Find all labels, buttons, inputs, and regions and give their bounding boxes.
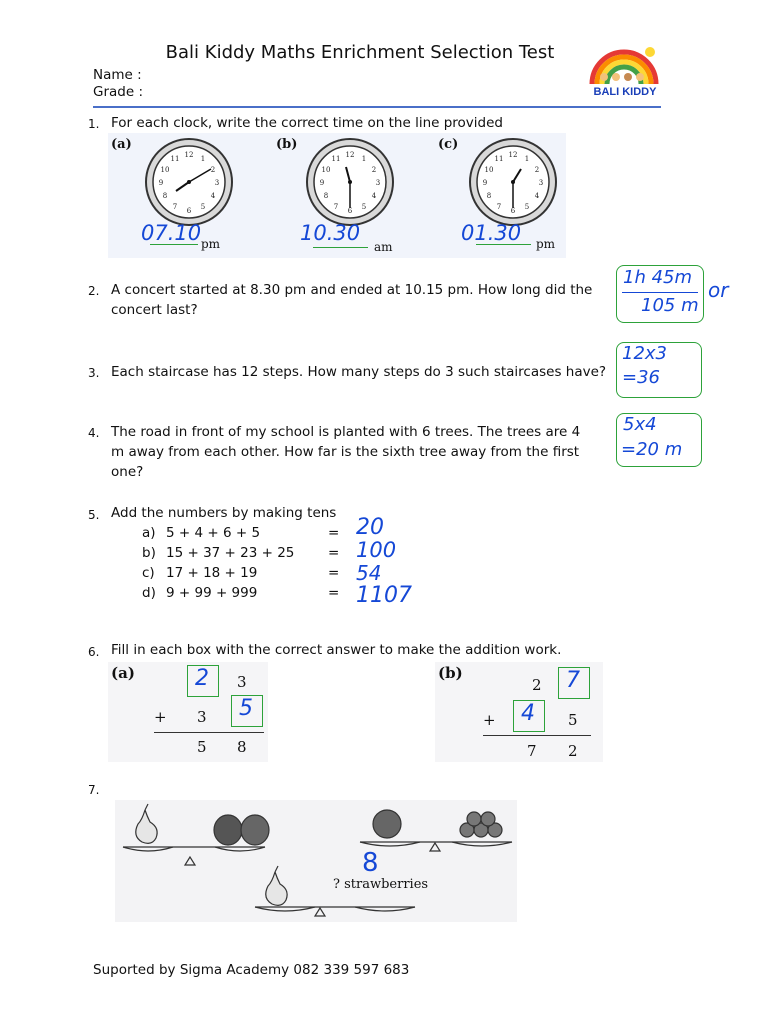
svg-text:8: 8 (323, 192, 329, 200)
svg-text:10: 10 (160, 166, 170, 174)
addition-b-plus: + (483, 711, 496, 729)
addition-a-mid-digit: 3 (197, 708, 207, 726)
svg-text:6: 6 (186, 207, 192, 215)
q5-text: Add the numbers by making tens (111, 505, 337, 521)
svg-text:5: 5 (361, 203, 367, 211)
clock-a-label: (a) (111, 137, 132, 152)
svg-text:4: 4 (534, 192, 540, 200)
svg-text:11: 11 (331, 155, 341, 163)
svg-text:1: 1 (524, 155, 530, 163)
q5b-label: b) (142, 545, 156, 561)
q4-answer-line2: =20 m (621, 439, 683, 460)
svg-text:10: 10 (484, 166, 494, 174)
clock-c-label: (c) (438, 137, 459, 152)
svg-text:1: 1 (200, 155, 206, 163)
q5c-equals: = (328, 565, 340, 581)
q5d-answer: 1107 (356, 583, 412, 608)
q2-answer-line2: 105 m (641, 295, 699, 316)
q5d-equals: = (328, 585, 340, 601)
q2-number: 2. (88, 284, 100, 298)
addition-a-label: (a) (111, 664, 135, 682)
q5d-label: d) (142, 585, 156, 601)
svg-text:8: 8 (162, 192, 168, 200)
addition-b-top-box (558, 667, 590, 699)
svg-text:2: 2 (210, 166, 216, 174)
addition-a-top-box-answer: 2 (195, 666, 209, 691)
svg-text:12: 12 (508, 151, 518, 159)
clock-c-line (476, 244, 531, 245)
q2-line1: A concert started at 8.30 pm and ended at 10.15 pm. How long did the (111, 282, 593, 298)
q4-answer-box (616, 413, 702, 467)
q6-number: 6. (88, 645, 100, 659)
addition-a-result-ones: 8 (237, 738, 247, 756)
svg-text:10: 10 (321, 166, 331, 174)
q5a-equals: = (328, 525, 340, 541)
svg-text:9: 9 (319, 179, 325, 187)
q5d-expression: 9 + 99 + 999 (166, 585, 258, 601)
q7-number: 7. (88, 783, 100, 797)
svg-text:1: 1 (361, 155, 367, 163)
addition-b-top-digit: 2 (532, 676, 542, 694)
svg-text:3: 3 (538, 179, 544, 187)
q5-number: 5. (88, 508, 100, 522)
balance-2 (360, 810, 512, 851)
q1-text: For each clock, write the correct time on the line provided (111, 115, 503, 131)
clock-panel (108, 133, 566, 258)
addition-b-mid-digit: 5 (568, 711, 578, 729)
addition-b-result-tens: 7 (527, 742, 537, 760)
svg-text:6: 6 (510, 207, 516, 215)
q5b-equals: = (328, 545, 340, 561)
addition-b-result-ones: 2 (568, 742, 578, 760)
q2-answer-box (616, 265, 704, 323)
q3-answer-line1: 12x3 (622, 343, 668, 364)
addition-a-result-tens: 5 (197, 738, 207, 756)
q4-line1: The road in front of my school is planted with 6 trees. The trees are 4 (111, 424, 581, 440)
balance-1 (123, 804, 269, 865)
bali-kiddy-logo (584, 44, 664, 104)
q5b-expression: 15 + 37 + 23 + 25 (166, 545, 295, 561)
addition-b-sum-line (483, 735, 591, 736)
addition-b-panel (435, 662, 603, 762)
svg-text:8: 8 (486, 192, 492, 200)
svg-text:4: 4 (371, 192, 377, 200)
q7-answer: 8 (362, 848, 379, 878)
q5a-label: a) (142, 525, 156, 541)
svg-text:5: 5 (200, 203, 206, 211)
strawberries-question-label: ? strawberries (333, 877, 429, 892)
clock-a-suffix: pm (201, 237, 221, 251)
addition-a-top-box (187, 665, 219, 697)
q2-answer-divider (622, 292, 698, 293)
addition-b-top-box-answer: 7 (566, 668, 580, 693)
q5a-expression: 5 + 4 + 6 + 5 (166, 525, 261, 541)
q4-number: 4. (88, 426, 100, 440)
addition-a-plus: + (154, 708, 167, 726)
svg-text:2: 2 (371, 166, 377, 174)
q5c-label: c) (142, 565, 155, 581)
svg-text:11: 11 (494, 155, 504, 163)
svg-text:9: 9 (158, 179, 164, 187)
svg-text:7: 7 (496, 203, 502, 211)
svg-text:3: 3 (375, 179, 381, 187)
svg-text:3: 3 (214, 179, 220, 187)
clock-b-answer: 10.30 (300, 221, 361, 245)
svg-text:12: 12 (184, 151, 194, 159)
svg-text:4: 4 (210, 192, 216, 200)
q6-text: Fill in each box with the correct answer to make the addition work. (111, 642, 562, 658)
addition-b-label: (b) (438, 664, 463, 682)
q3-answer-box (616, 342, 702, 398)
q4-line3: one? (111, 464, 144, 480)
svg-text:12: 12 (345, 151, 355, 159)
clock-b-label: (b) (276, 137, 298, 152)
svg-text:7: 7 (172, 203, 178, 211)
clock-b-suffix: am (374, 240, 393, 254)
header-divider (93, 106, 661, 108)
q5c-expression: 17 + 18 + 19 (166, 565, 258, 581)
balance-panel (115, 800, 517, 922)
addition-a-top-digit: 3 (237, 673, 247, 691)
svg-text:6: 6 (347, 207, 353, 215)
addition-a-mid-box (231, 695, 263, 727)
q5a-answer: 20 (356, 515, 384, 540)
grade-label: Grade : (93, 84, 143, 100)
q3-text: Each staircase has 12 steps. How many steps do 3 such staircases have? (111, 364, 607, 380)
q4-answer-line1: 5x4 (623, 414, 657, 435)
q3-number: 3. (88, 366, 100, 380)
svg-text:11: 11 (170, 155, 180, 163)
q3-answer-line2: =36 (622, 367, 660, 388)
addition-a-panel (108, 662, 268, 762)
q2-or-note: or (708, 278, 729, 302)
clock-a-line (150, 244, 198, 245)
addition-b-mid-box (513, 700, 545, 732)
clock-c-answer: 01.30 (461, 221, 522, 245)
q5c-answer: 54 (356, 561, 382, 585)
q2-answer-line1: 1h 45m (623, 267, 693, 288)
q5b-answer: 100 (356, 538, 397, 562)
clock-a-answer: 07.10 (141, 221, 202, 245)
svg-text:5: 5 (524, 203, 530, 211)
q2-line2: concert last? (111, 302, 198, 318)
page-title: Bali Kiddy Maths Enrichment Selection Test (165, 42, 555, 63)
clock-b-line (313, 247, 368, 248)
clock-c-suffix: pm (536, 237, 556, 251)
svg-text:2: 2 (534, 166, 540, 174)
name-label: Name : (93, 67, 142, 83)
svg-text:7: 7 (333, 203, 339, 211)
addition-a-sum-line (154, 732, 264, 733)
logo-text: BALI KIDDY (593, 86, 657, 98)
q1-number: 1. (88, 117, 100, 131)
addition-a-mid-box-answer: 5 (239, 696, 253, 721)
svg-text:9: 9 (482, 179, 488, 187)
q4-line2: m away from each other. How far is the sixth tree away from the first (111, 444, 580, 460)
footer-text: Suported by Sigma Academy 082 339 597 683 (93, 962, 410, 978)
addition-b-mid-box-answer: 4 (521, 701, 535, 726)
